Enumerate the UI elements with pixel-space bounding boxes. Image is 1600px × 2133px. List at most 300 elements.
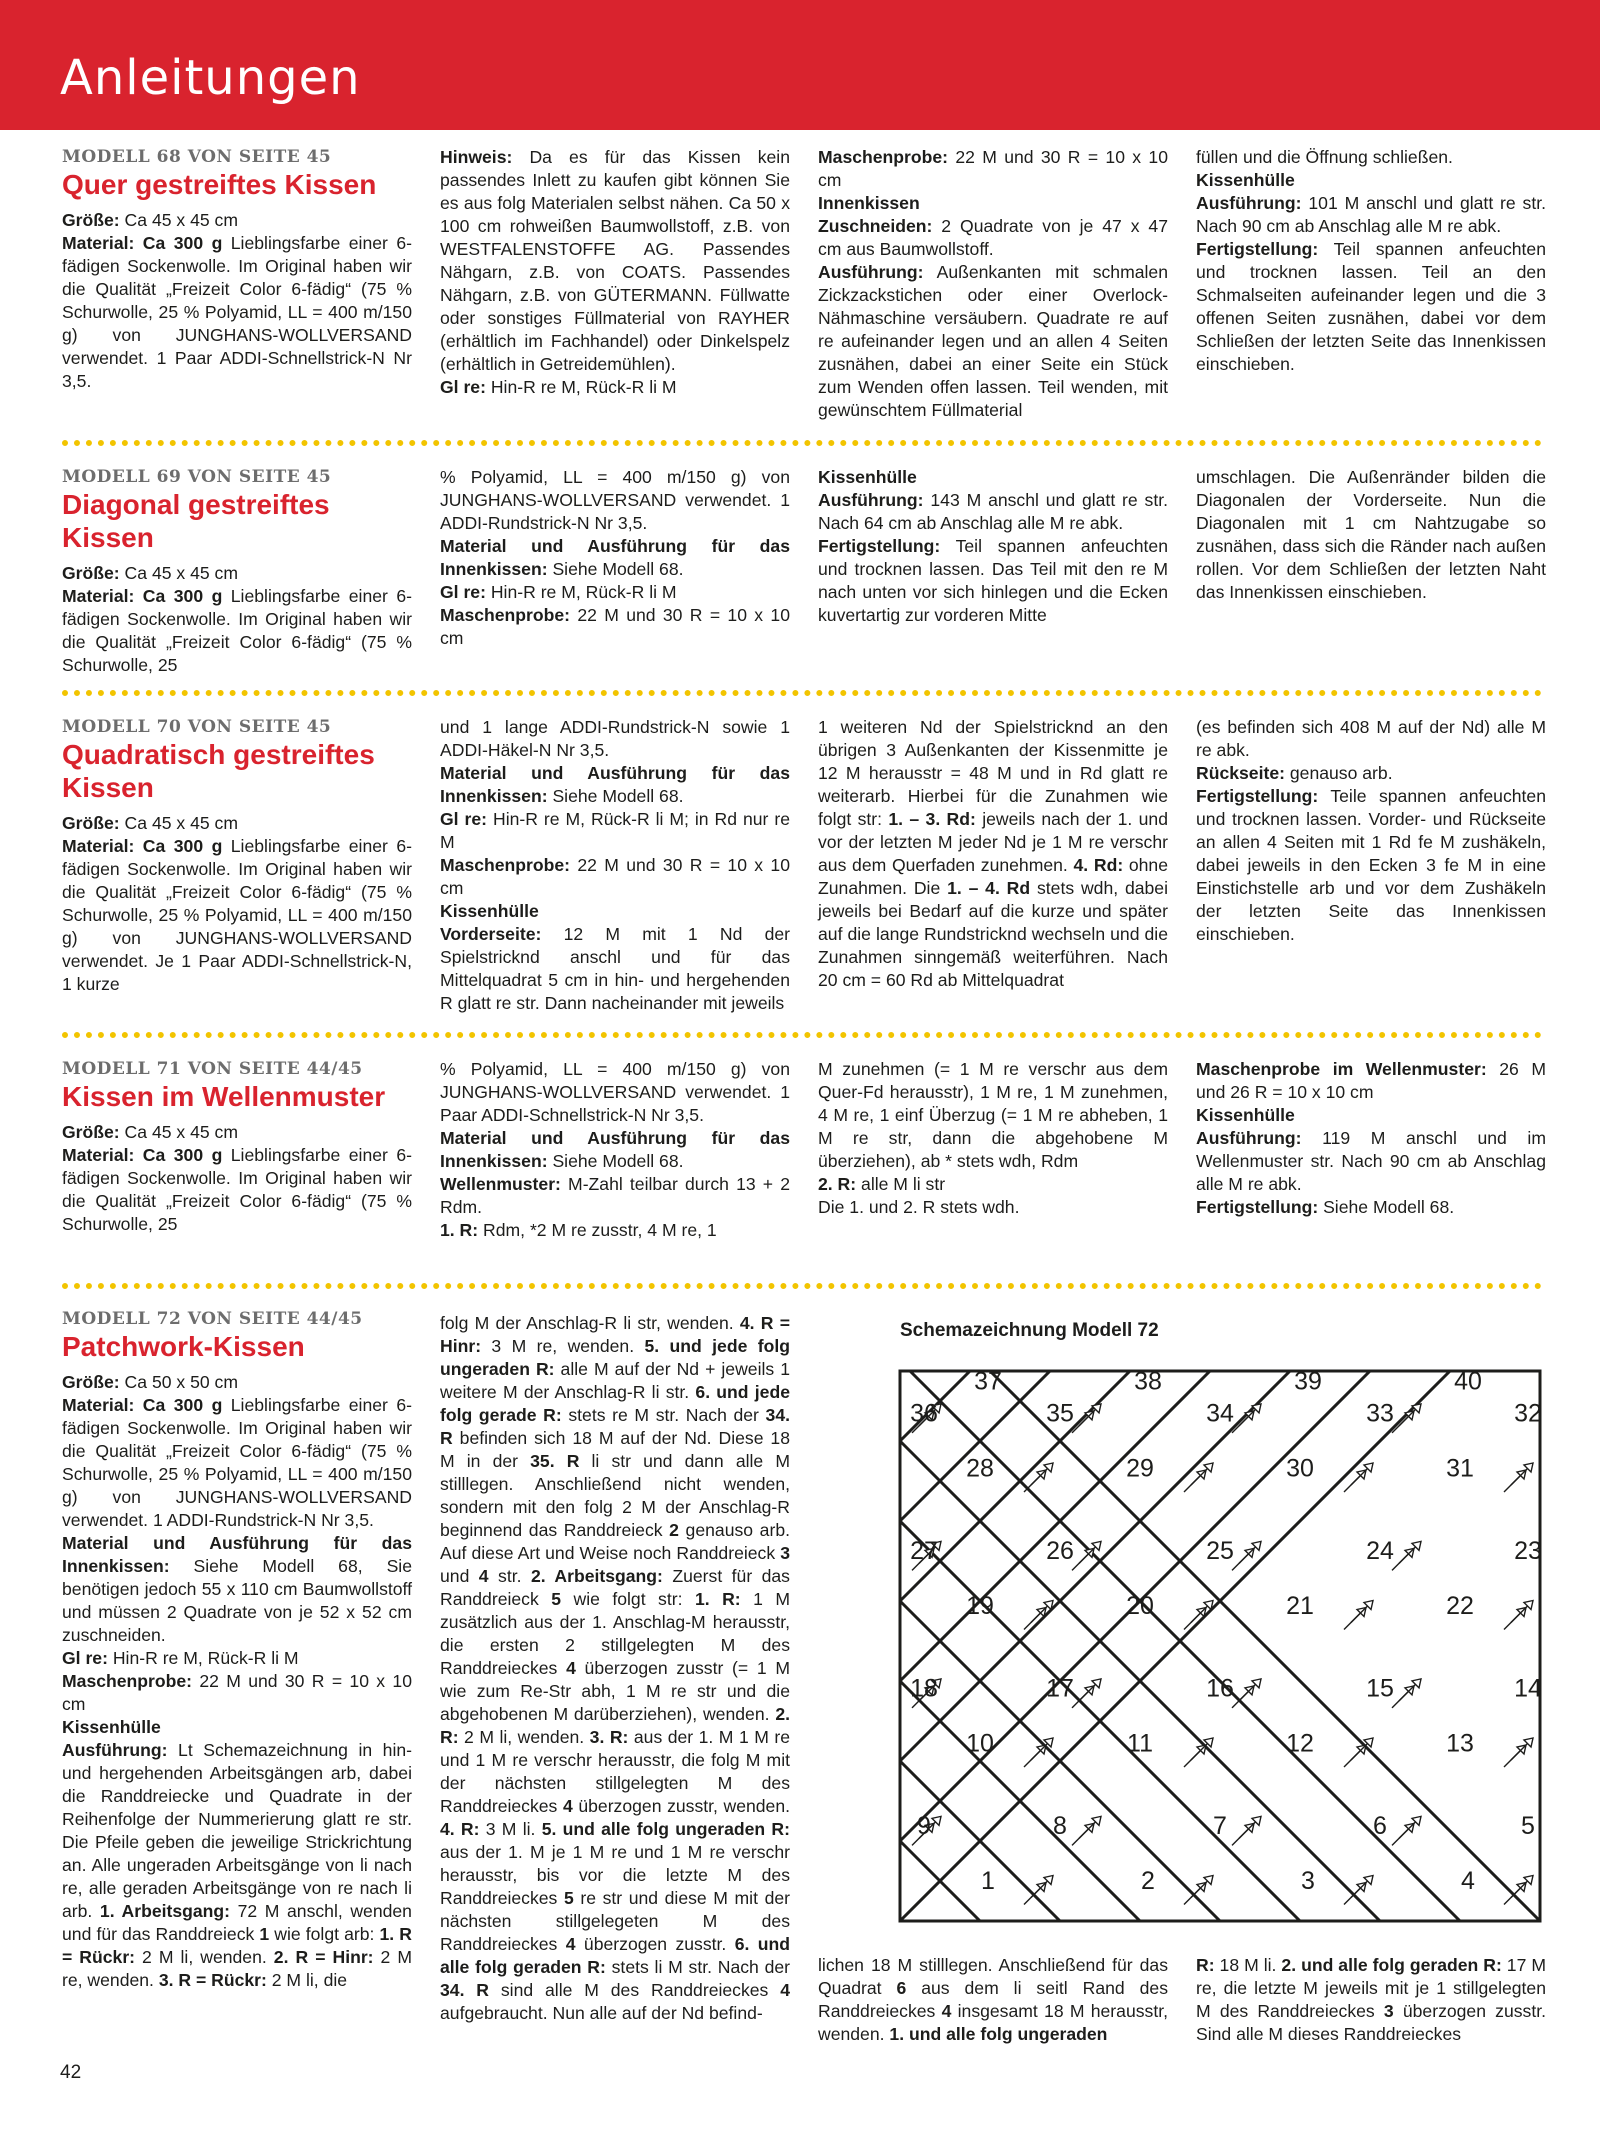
text-run: 2 M li, wenden.	[135, 1947, 274, 1967]
model-reference: MODELL 68 VON SEITE 45	[62, 147, 332, 167]
text-run: Teil spannen anfeuchten und trocknen lassen. Das Teil mit den re M nach unten vor sich hinlegen und die Ecken kuvertartig zur vorderen Mitte	[818, 536, 1168, 625]
bold-run: Ausführung:	[818, 262, 924, 282]
bold-run: 2	[669, 1520, 679, 1540]
text-run: 17 M re, die letzte M jeweils mit je 1 stillgelegten M des Randdreieckes	[1196, 1955, 1546, 2021]
text-run: 2 M li, die	[266, 1970, 348, 1990]
text-run: befinden sich 18 M auf der Nd. Diese 18 M in der	[440, 1428, 790, 1471]
bold-run: 1. R:	[440, 1220, 479, 1240]
paragraph	[440, 604, 790, 650]
diagram-number: 26	[1046, 1536, 1074, 1565]
paragraph	[440, 1219, 790, 1242]
bold-run: Vorderseite:	[440, 924, 542, 944]
bold-run: Hinweis:	[440, 147, 513, 167]
text-run: % Polyamid, LL = 400 m/150 g) von JUNGHANS-WOLLVERSAND verwendet. 1 ADDI-Rundstrick-N Nr 3,5.	[440, 467, 790, 533]
paragraph	[1196, 716, 1546, 762]
text-run: re str und diese M mit der nächsten stillgelegeten M des Randdreieckes	[440, 1888, 791, 1954]
text-run: Ca 45 x 45 cm	[119, 210, 238, 230]
column-text	[818, 1954, 1168, 2046]
text-run: alle M li str	[856, 1174, 946, 1194]
text-run: Rdm, *2 M re zusstr, 4 M re, 1	[478, 1220, 717, 1240]
bold-run: 1. Arbeitsgang:	[99, 1901, 231, 1921]
paragraph	[440, 900, 790, 923]
bold-run: 1. und alle folg ungeraden	[889, 2024, 1108, 2044]
column-text	[440, 146, 790, 399]
bold-run: Maschenprobe:	[62, 1671, 193, 1691]
paragraph	[818, 192, 1168, 215]
diagram-number: 37	[974, 1367, 1002, 1396]
bold-run: 4	[780, 1980, 790, 2000]
bold-run: 3	[1383, 2001, 1394, 2021]
text-run: % Polyamid, LL = 400 m/150 g) von JUNGHANS-WOLLVERSAND verwendet. 1 Paar ADDI-Schnellstrick-N Nr 3,5.	[440, 1059, 790, 1125]
diagram-number: 10	[966, 1729, 994, 1758]
paragraph	[440, 923, 790, 1015]
text-run: lichen 18 M stilllegen. Anschließend für das Quadrat	[818, 1955, 1168, 1998]
section-divider	[62, 1032, 1542, 1038]
text-run: wie folgt str:	[561, 1589, 695, 1609]
paragraph	[818, 1196, 1168, 1219]
bold-run: Innenkissen	[818, 193, 920, 213]
text-run: Siehe Modell 68.	[547, 1151, 684, 1171]
diagram-number: 17	[1046, 1674, 1074, 1703]
text-run: str.	[488, 1566, 531, 1586]
paragraph	[440, 146, 790, 376]
text-run: Lieblingsfarbe einer 6-fädigen Sockenwolle. Im Original haben wir die Qualität „Freizeit Color 6-fädig“ (75 % Schurwolle, 25 % Polyamid, LL = 400 m/150 g) von JUNGHANS-WOLLVERSAND verwendet. Je 1 Paar ADDI-Schnellstrick-N, 1 kurze	[62, 836, 412, 994]
bold-run: 1	[259, 1924, 270, 1944]
text-run: und	[440, 1566, 479, 1586]
bold-run: Material und Ausführung für das Innenkissen:	[62, 1533, 412, 1576]
bold-run: Rückseite:	[1196, 763, 1285, 783]
column	[62, 716, 412, 996]
text-run: Lt Schemazeichnung in hin- und hergehenden Arbeitsgängen arb, dabei die Randdreiecke und Quadrate in der Reihenfolge der Nummerierung glatt re str. Die Pfeile geben die jeweilige Strickrichtung an. Alle ungeraden Arbeitsgänge von li nach re, alle geraden Arbeitsgänge von re nach li arb.	[62, 1740, 412, 1921]
bold-run: Fertigstellung:	[818, 536, 941, 556]
paragraph	[818, 1954, 1168, 2046]
text-run: 22 M und 30 R = 10 x 10 cm	[818, 147, 1168, 190]
paragraph	[440, 808, 790, 854]
model-title: Diagonal gestreiftes Kissen	[62, 489, 330, 553]
bold-run: 3. R = Rückr:	[158, 1970, 267, 1990]
paragraph	[818, 1173, 1168, 1196]
text-run: aus dem li seitl Rand des Randdreieckes	[818, 1978, 1168, 2021]
bold-run: Zuschneiden:	[818, 216, 933, 236]
column-text	[818, 1058, 1168, 1219]
paragraph	[62, 1371, 412, 1394]
column	[818, 1954, 1168, 2046]
diagram-number: 36	[910, 1399, 938, 1428]
paragraph	[62, 1121, 412, 1144]
diagram-number: 18	[910, 1674, 938, 1703]
model-title: Quadratisch gestreiftes Kissen	[62, 739, 375, 803]
column-text	[1196, 1954, 1546, 2046]
bold-run: 4. R:	[440, 1819, 480, 1839]
diagram-number: 32	[1514, 1399, 1542, 1428]
bold-run: 4	[565, 1934, 576, 1954]
text-run: Siehe Modell 68.	[547, 559, 684, 579]
bold-run: Material: Ca 300 g	[62, 586, 223, 606]
model-reference: MODELL 71 VON SEITE 44/45	[62, 1059, 363, 1079]
column-text	[818, 466, 1168, 627]
column	[1196, 146, 1546, 376]
paragraph	[62, 1647, 412, 1670]
paragraph	[440, 535, 790, 581]
bold-run: 5. und jede folg ungeraden R:	[440, 1336, 790, 1379]
text-run: aus der 1. M 1 M re und 1 M re verschr herausstr, die folg M mit der nächsten stillgelegten M des Randdreieckes	[440, 1727, 790, 1816]
diagram-number: 2	[1141, 1866, 1155, 1895]
text-run: folg M der Anschlag-R li str, wenden.	[440, 1313, 740, 1333]
column	[62, 146, 412, 393]
text-run: 1 weiteren Nd der Spielstricknd an den übrigen 3 Außenkanten der Kissenmitte je 12 M herausstr = 48 M und in Rd glatt re weiterarb. Hierbei für die Zunahmen wie folgt str:	[818, 717, 1168, 829]
column-text	[62, 1371, 412, 1992]
paragraph	[818, 466, 1168, 489]
paragraph	[1196, 1196, 1546, 1219]
diagram-number: 1	[981, 1866, 995, 1895]
paragraph	[1196, 466, 1546, 604]
paragraph	[818, 261, 1168, 422]
bold-run: Material und Ausführung für das Innenkissen:	[440, 1128, 790, 1171]
column-text	[440, 1058, 790, 1242]
text-run: Lieblingsfarbe einer 6-fädigen Sockenwolle. Im Original haben wir die Qualität „Freizeit Color 6-fädig“ (75 % Schurwolle, 25	[62, 1145, 412, 1234]
bold-run: 6. und jede folg gerade R:	[440, 1382, 790, 1425]
bold-run: 1. – 3. Rd:	[888, 809, 976, 829]
bold-run: Gl re:	[440, 377, 486, 397]
model-title: Patchwork-Kissen	[62, 1331, 305, 1362]
paragraph	[1196, 1127, 1546, 1196]
column-text	[62, 209, 412, 393]
text-run: Ca 50 x 50 cm	[119, 1372, 238, 1392]
text-run: 22 M und 30 R = 10 x 10 cm	[440, 605, 790, 648]
paragraph	[818, 146, 1168, 192]
text-run: Ca 45 x 45 cm	[119, 813, 238, 833]
diagram-number: 25	[1206, 1536, 1234, 1565]
text-run: überzogen zusstr. Sind alle M dieses Randdreieckes	[1196, 2001, 1547, 2044]
paragraph	[62, 1144, 412, 1236]
diagram-number: 3	[1301, 1866, 1315, 1895]
grid-line	[900, 1371, 1290, 1761]
text-run: 1 M zusätzlich aus der 1. Anschlag-M herausstr, die ersten 2 stillgelegten M des Randdreieckes	[440, 1589, 790, 1678]
bold-run: Material: Ca 300 g	[62, 233, 223, 253]
text-run: 18 M li.	[1214, 1955, 1282, 1975]
diagram-number: 24	[1366, 1536, 1394, 1565]
diagram-number: 12	[1286, 1729, 1314, 1758]
section-divider	[62, 440, 1542, 446]
column-text	[440, 466, 790, 650]
paragraph	[1196, 146, 1546, 169]
bold-run: Kissenhülle	[1196, 170, 1295, 190]
text-run: Lieblingsfarbe einer 6-fädigen Sockenwolle. Im Original haben wir die Qualität „Freizeit Color 6-fädig“ (75 % Schurwolle, 25	[62, 586, 412, 675]
bold-run: 2. Arbeitsgang:	[530, 1566, 663, 1586]
text-run: 26 M und 26 R = 10 x 10 cm	[1196, 1059, 1546, 1102]
text-run: 119 M anschl und im Wellenmuster str. Nach 90 cm ab Anschlag alle M re abk.	[1196, 1128, 1546, 1194]
bold-run: 34. R	[440, 1980, 490, 2000]
text-run: Lieblingsfarbe einer 6-fädigen Sockenwolle. Im Original haben wir die Qualität „Freizeit Color 6-fädig“ (75 % Schurwolle, 25 % Polyamid, LL = 400 m/150 g) von JUNGHANS-WOLLVERSAND verwendet. 1 Paar ADDI-Schnellstrick-N Nr 3,5.	[62, 233, 412, 391]
bold-run: 3	[780, 1543, 790, 1563]
bold-run: 5. und alle folg ungeraden R:	[541, 1819, 790, 1839]
text-run: Außenkanten mit schmalen Zickzackstichen oder einer Overlock-Nähmaschine versäubern. Quadrate re auf re aufeinander legen und an allen 4 Seiten zusnähen, dabei an einer Seite ein Stück zum Wenden offen lassen. Teil wenden, mit gewünschtem Füllmaterial	[818, 262, 1168, 420]
paragraph	[440, 1312, 790, 2025]
diagram-number: 16	[1206, 1674, 1234, 1703]
text-run: Hin-R re M, Rück-R li M	[485, 582, 677, 602]
bold-run: 6	[896, 1978, 907, 1998]
paragraph	[818, 716, 1168, 992]
diagram-number: 31	[1446, 1454, 1474, 1483]
text-run: Ca 45 x 45 cm	[119, 1122, 238, 1142]
paragraph	[818, 535, 1168, 627]
column	[440, 466, 790, 650]
bold-run: Material und Ausführung für das Innenkissen:	[440, 536, 790, 579]
column-text	[440, 1312, 790, 2025]
bold-run: 4	[562, 1796, 573, 1816]
text-run: Siehe Modell 68, Sie benötigen jedoch 55 x 110 cm Baumwollstoff und müssen 2 Quadrate von je 52 x 52 cm zuschneiden.	[62, 1556, 412, 1645]
bold-run: Fertigstellung:	[1196, 786, 1319, 806]
diagram-number: 34	[1206, 1399, 1234, 1428]
model-title: Kissen im Wellenmuster	[62, 1081, 386, 1112]
bold-run: Kissenhülle	[1196, 1105, 1295, 1125]
bold-run: Material: Ca 300 g	[62, 836, 223, 856]
column	[818, 1058, 1168, 1219]
bold-run: Ausführung:	[818, 490, 924, 510]
paragraph	[440, 581, 790, 604]
text-run: stets li M str. Nach der	[605, 1957, 791, 1977]
bold-run: 1. – 4. Rd	[947, 878, 1031, 898]
text-run: 2 M re, wenden.	[62, 1947, 413, 1990]
text-run: füllen und die Öffnung schließen.	[1196, 147, 1453, 167]
paragraph	[440, 854, 790, 900]
diagram-number: 23	[1514, 1536, 1542, 1565]
paragraph	[440, 762, 790, 808]
text-run: 143 M anschl und glatt re str. Nach 64 cm ab Anschlag alle M re abk.	[818, 490, 1168, 533]
paragraph	[818, 1058, 1168, 1173]
text-run: 22 M und 30 R = 10 x 10 cm	[62, 1671, 412, 1714]
column	[440, 1058, 790, 1242]
text-run: überzogen zusstr, wenden.	[572, 1796, 791, 1816]
diagram-number: 40	[1454, 1367, 1482, 1396]
text-run: 22 M und 30 R = 10 x 10 cm	[440, 855, 790, 898]
bold-run: 1. R:	[694, 1589, 741, 1609]
bold-run: Größe:	[62, 1372, 120, 1392]
paragraph	[1196, 1954, 1546, 2046]
text-run: Hin-R re M, Rück-R li M	[107, 1648, 299, 1668]
section-divider	[62, 1283, 1542, 1289]
text-run: 72 M anschl, wenden und für das Randdreieck	[62, 1901, 412, 1944]
diagram-number: 7	[1213, 1811, 1227, 1840]
column	[1196, 716, 1546, 946]
paragraph	[1196, 192, 1546, 238]
paragraph	[62, 232, 412, 393]
text-run: Siehe Modell 68.	[547, 786, 684, 806]
model-reference: MODELL 72 VON SEITE 44/45	[62, 1309, 363, 1329]
paragraph	[62, 1739, 412, 1992]
text-run: Ca 45 x 45 cm	[119, 563, 238, 583]
bold-run: Kissenhülle	[440, 901, 539, 921]
paragraph	[440, 376, 790, 399]
text-run: (es befinden sich 408 M auf der Nd) alle M re abk.	[1196, 717, 1546, 760]
bold-run: 5	[551, 1589, 562, 1609]
column-text	[62, 812, 412, 996]
paragraph	[1196, 785, 1546, 946]
paragraph	[62, 1670, 412, 1716]
bold-run: Kissenhülle	[62, 1717, 161, 1737]
text-run: überzogen zusstr (= 1 M wie zum Re-Str abh, 1 M re str und die abgehobenen M darüberziehen), wenden.	[440, 1658, 790, 1724]
bold-run: 3. R:	[589, 1727, 629, 1747]
text-run: 2 Quadrate von je 47 x 47 cm aus Baumwollstoff.	[818, 216, 1168, 259]
text-run: insgesamt 18 M herausstr, wenden.	[818, 2001, 1168, 2044]
bold-run: R:	[1196, 1955, 1215, 1975]
bold-run: 4	[941, 2001, 952, 2021]
text-run: 101 M anschl und glatt re str. Nach 90 cm ab Anschlag alle M re abk.	[1196, 193, 1546, 236]
text-run: M-Zahl teilbar durch 13 + 2 Rdm.	[440, 1174, 790, 1217]
paragraph	[1196, 1058, 1546, 1104]
diagram-number: 5	[1521, 1811, 1535, 1840]
text-run: Da es für das Kissen kein passendes Inlett zu kaufen gibt können Sie es aus folg Materialen selbst nähen. Ca 50 x 100 cm rohweißen Baumwollstoff, z.B. von WESTFALENSTOFFE AG. Passendes Nähgarn, z.B. von COATS. Passendes Nähgarn, z.B. von GÜTERMANN. Füllwatte oder sonstiges Füllmaterial von RAYHER (erhältlich im Fachhandel) oder Dinkelspelz (erhältlich in Getreidemühlen).	[440, 147, 790, 374]
bold-run: Fertigstellung:	[1196, 239, 1319, 259]
diagram-number: 21	[1286, 1591, 1314, 1620]
text-run: Hin-R re M, Rück-R li M; in Rd nur re M	[440, 809, 790, 852]
diagram-number: 11	[1127, 1729, 1153, 1758]
paragraph	[440, 466, 790, 535]
model-title: Quer gestreiftes Kissen	[62, 169, 377, 200]
text-run: wie folgt arb:	[269, 1924, 380, 1944]
paragraph	[62, 835, 412, 996]
text-run: aufgebraucht. Nun alle auf der Nd befind-	[440, 2003, 763, 2023]
bold-run: 1. R = Rückr:	[62, 1924, 412, 1967]
diagram-number: 30	[1286, 1454, 1314, 1483]
bold-run: Gl re:	[62, 1648, 108, 1668]
diagram-number: 29	[1126, 1454, 1154, 1483]
bold-run: Gl re:	[440, 582, 486, 602]
page-number: 42	[60, 2062, 82, 2083]
bold-run: 2. R = Hinr:	[273, 1947, 374, 1967]
page-title: Anleitungen	[60, 50, 361, 106]
bold-run: Maschenprobe:	[440, 855, 571, 875]
text-run: jeweils nach der 1. und vor der letzten M jeder Nd je 1 M re verschr aus dem Querfaden zunehmen.	[818, 809, 1169, 875]
model-reference: MODELL 69 VON SEITE 45	[62, 467, 332, 487]
text-run: stets wdh, dabei jeweils bei Bedarf auf die kurze und später auf die lange Rundstricknd wechseln und die Zunahmen sinngemäß weiterführen. Nach 20 cm = 60 Rd ab Mittelquadrat	[818, 878, 1168, 990]
bold-run: 2. R:	[818, 1174, 857, 1194]
bold-run: 34. R	[440, 1405, 790, 1448]
text-run: Lieblingsfarbe einer 6-fädigen Sockenwolle. Im Original haben wir die Qualität „Freizeit Color 6-fädig“ (75 % Schurwolle, 25 % Polyamid, LL = 400 m/150 g) von JUNGHANS-WOLLVERSAND verwendet. 1 ADDI-Rundstrick-N Nr 3,5.	[62, 1395, 412, 1530]
diagram-number: 15	[1366, 1674, 1394, 1703]
diagram-number: 13	[1446, 1729, 1474, 1758]
paragraph	[1196, 238, 1546, 376]
column-text	[1196, 1058, 1546, 1219]
paragraph	[440, 716, 790, 762]
bold-run: Wellenmuster:	[440, 1174, 561, 1194]
column	[818, 466, 1168, 627]
text-run: 3 M re, wenden.	[481, 1336, 645, 1356]
column	[818, 146, 1168, 422]
text-run: Die 1. und 2. R stets wdh.	[818, 1197, 1020, 1217]
bold-run: Größe:	[62, 563, 120, 583]
text-run: und 1 lange ADDI-Rundstrick-N sowie 1 ADDI-Häkel-N Nr 3,5.	[440, 717, 790, 760]
column	[440, 1312, 790, 2025]
column	[62, 1058, 412, 1236]
section-divider	[62, 690, 1542, 696]
bold-run: Ausführung:	[62, 1740, 168, 1760]
bold-run: Größe:	[62, 210, 120, 230]
column	[62, 466, 412, 677]
diagram-number: 4	[1461, 1866, 1475, 1895]
text-run: überzogen zusstr.	[575, 1934, 735, 1954]
bold-run: Größe:	[62, 1122, 120, 1142]
bold-run: Material und Ausführung für das Innenkissen:	[440, 763, 790, 806]
column	[818, 716, 1168, 992]
diagram-number: 27	[910, 1536, 938, 1565]
diagram-number: 39	[1294, 1367, 1322, 1396]
diagram-number: 14	[1514, 1674, 1542, 1703]
bold-run: Material: Ca 300 g	[62, 1395, 223, 1415]
diagram-number: 19	[966, 1591, 994, 1620]
paragraph	[440, 1127, 790, 1173]
bold-run: Fertigstellung:	[1196, 1197, 1319, 1217]
text-run: alle M auf der Nd + jeweils 1 weitere M der Anschlag-R li str.	[440, 1359, 790, 1402]
paragraph	[62, 1532, 412, 1647]
text-run: Teile spannen anfeuchten und trocknen lassen. Vorder- und Rückseite an allen 4 Seiten mit 1 Rd fe M zushäkeln, dabei jeweils in den Ecken 3 fe M in eine Einstichstelle arb und vor dem Zushäkeln der letzten Seite das Innenkissen einschieben.	[1196, 786, 1546, 944]
text-run: 3 M li.	[479, 1819, 542, 1839]
bold-run: Größe:	[62, 813, 120, 833]
text-run: stets re M str. Nach der	[561, 1405, 766, 1425]
bold-run: 4. Rd:	[1073, 855, 1124, 875]
diagram-number: 8	[1053, 1811, 1067, 1840]
text-run: umschlagen. Die Außenränder bilden die Diagonalen der Vorderseite. Nun die Diagonalen mit 1 cm Nahtzugabe so zusnähen, dass sich die Ränder nach außen rollen. Vor dem Schließen der letzten Naht das Innenkissen einschieben.	[1196, 467, 1546, 602]
diagram-number: 33	[1366, 1399, 1394, 1428]
column-text	[1196, 146, 1546, 376]
paragraph	[440, 1173, 790, 1219]
bold-run: Gl re:	[440, 809, 488, 829]
paragraph	[62, 1716, 412, 1739]
diagram-number: 28	[966, 1454, 994, 1483]
bold-run: Maschenprobe:	[818, 147, 949, 167]
bold-run: 2. und alle folg geraden R:	[1281, 1955, 1502, 1975]
column	[1196, 1954, 1546, 2046]
diagram-number: 22	[1446, 1591, 1474, 1620]
column-text	[440, 716, 790, 1015]
text-run: Hin-R re M, Rück-R li M	[485, 377, 677, 397]
bold-run: 2. R:	[440, 1704, 790, 1747]
bold-run: Maschenprobe:	[440, 605, 571, 625]
column-text	[818, 716, 1168, 992]
column-text	[818, 146, 1168, 422]
text-run: genauso arb.	[1284, 763, 1393, 783]
paragraph	[62, 812, 412, 835]
paragraph	[440, 1058, 790, 1127]
column-text	[1196, 716, 1546, 946]
bold-run: Ausführung:	[1196, 193, 1302, 213]
paragraph	[1196, 762, 1546, 785]
text-run: Teil spannen anfeuchten und trocknen lassen. Teil an den Schmalseiten aufeinander legen und die 3 offenen Seiten zusnähen, dabei vor dem Schließen der letzten Seite das Innenkissen einschieben.	[1196, 239, 1546, 374]
column	[62, 1308, 412, 1992]
bold-run: Material: Ca 300 g	[62, 1145, 223, 1165]
column	[1196, 1058, 1546, 1219]
bold-run: 4	[566, 1658, 576, 1678]
column	[1196, 466, 1546, 604]
diagram-number: 6	[1373, 1811, 1387, 1840]
text-run: sind alle M des Randdreieckes	[489, 1980, 781, 2000]
paragraph	[62, 1394, 412, 1532]
text-run: ohne Zunahmen. Die	[818, 855, 1169, 898]
bold-run: 4	[478, 1566, 489, 1586]
column	[440, 716, 790, 1015]
bold-run: Ausführung:	[1196, 1128, 1302, 1148]
schematic-diagram	[880, 1316, 1560, 1936]
column	[440, 146, 790, 399]
diagram-number: 20	[1126, 1591, 1154, 1620]
text-run: Zuerst für das Randdreieck	[440, 1566, 790, 1609]
text-run: genauso arb. Auf diese Art und Weise noch Randdreieck	[440, 1520, 790, 1563]
text-run: 12 M mit 1 Nd der Spielstricknd anschl und für das Mittelquadrat 5 cm in hin- und hergehenden R glatt re str. Dann nacheinander mit jeweils	[440, 924, 790, 1013]
text-run: li str und dann alle M stilllegen. Anschließend nicht wenden, sondern mit den folg 2 M der Anschlag-R beginnend das Randdreieck	[440, 1451, 790, 1540]
paragraph	[818, 215, 1168, 261]
text-run: M zunehmen (= 1 M re verschr aus dem Quer-Fd herausstr), 1 M re, 1 M zunehmen, 4 M re, 1 einf Überzug (= 1 M re abheben, 1 M re str, dann die abgehobene M überziehen), ab * stets wdh, Rdm	[818, 1059, 1168, 1171]
column-text	[62, 1121, 412, 1236]
